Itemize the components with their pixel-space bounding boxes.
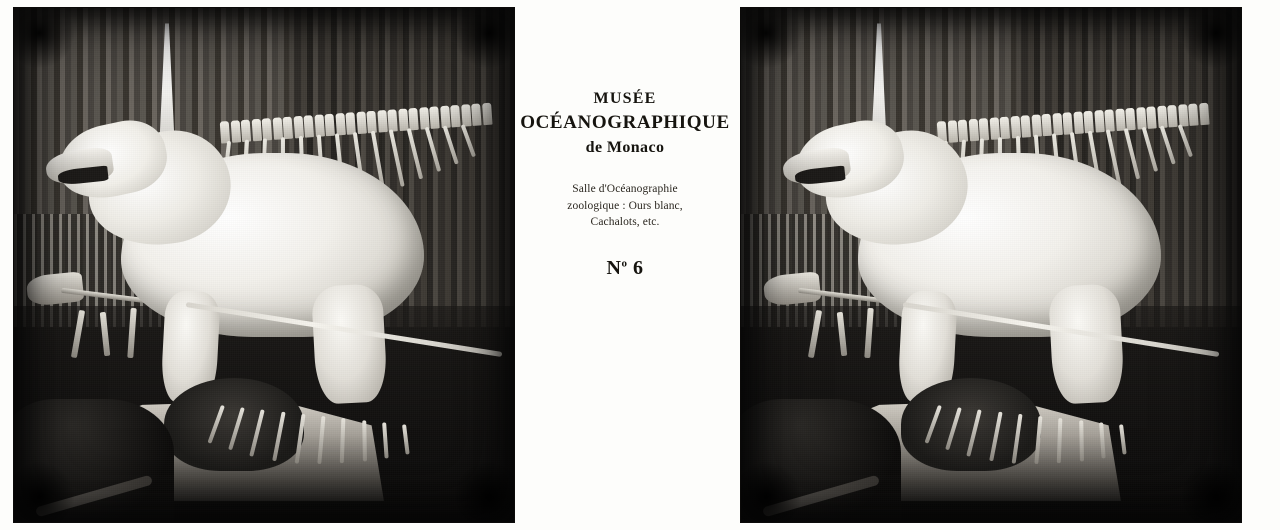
foreground-apparatus <box>741 399 901 522</box>
stereo-photo-right <box>741 8 1241 522</box>
foreground-apparatus <box>14 399 174 522</box>
caption-description-line3: Cachalots, etc. <box>590 216 660 229</box>
caption-plate-number <box>520 257 730 280</box>
plate-number-prefix: N <box>606 257 622 280</box>
photo-scene-left <box>14 8 514 522</box>
polar-bear-taxidermy <box>54 101 474 430</box>
bear-hind-leg <box>311 283 388 405</box>
stereo-photo-left <box>14 8 514 522</box>
caption-description-line1: Salle d'Océanographie <box>572 183 678 195</box>
caption-museum-line2: OCÉANOGRAPHIQUE <box>520 112 730 133</box>
caption-museum-line3: de Monaco <box>585 139 665 156</box>
museum-hall-scene <box>14 8 514 522</box>
caption-description-line2: zoologique : Ours blanc, <box>567 199 683 212</box>
photo-scene-right <box>741 8 1241 522</box>
museum-hall-scene-right <box>741 8 1241 522</box>
polar-bear-taxidermy <box>791 101 1211 430</box>
caption-block <box>520 0 730 530</box>
caption-museum-line1: MUSÉE <box>593 90 657 107</box>
plate-number-value: 6 <box>632 257 644 280</box>
plate-number-superscript: o <box>621 257 628 270</box>
bear-hind-leg <box>1048 283 1125 405</box>
